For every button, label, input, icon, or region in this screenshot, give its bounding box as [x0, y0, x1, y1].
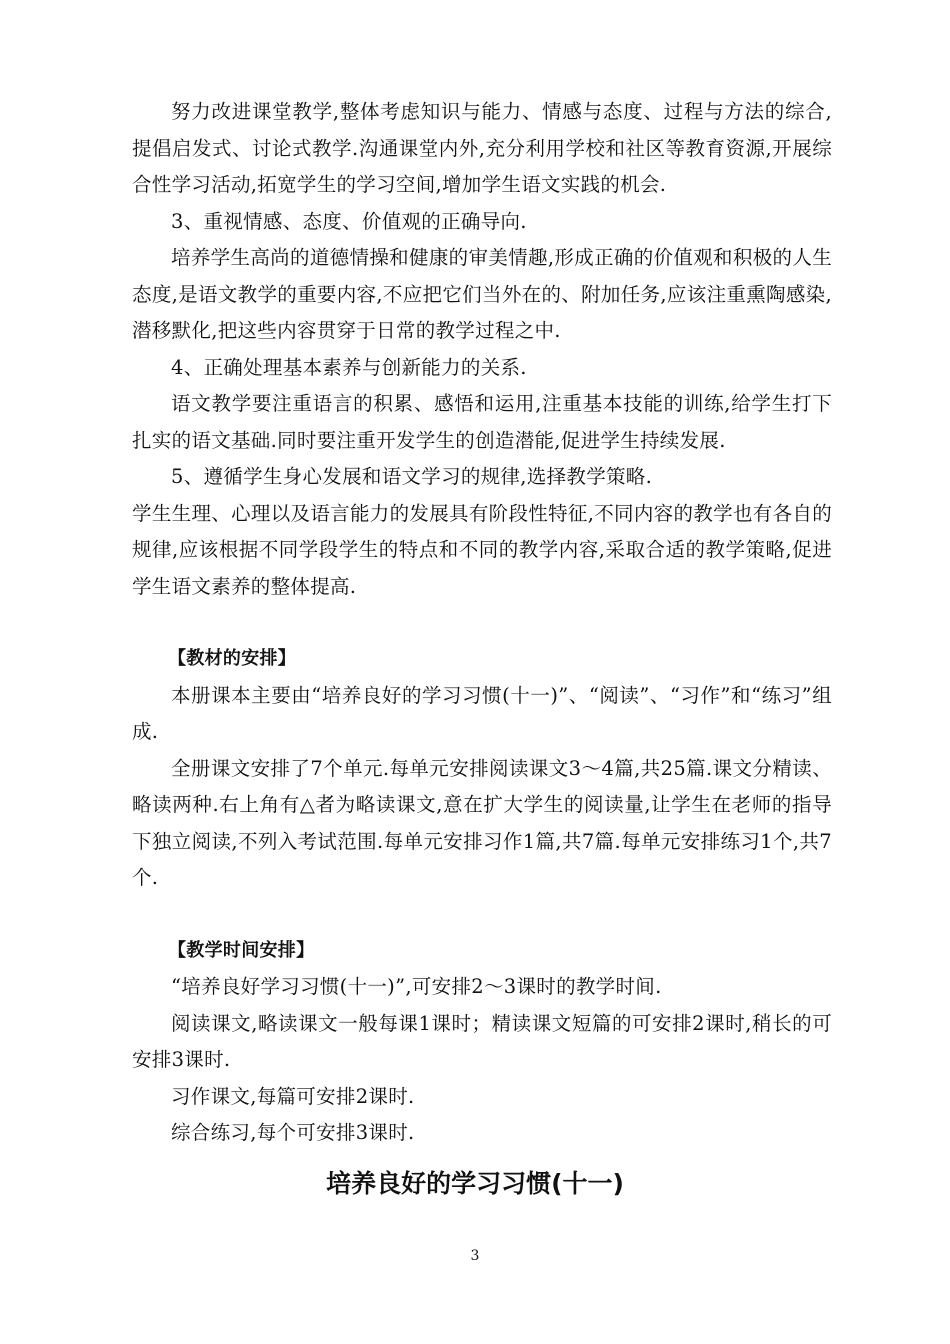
- numbered-point: 5、遵循学生身心发展和语文学习的规律,选择教学策略.: [171, 465, 653, 488]
- paragraph: 全册课文安排了7个单元.每单元安排阅读课文3～4篇,共25篇.课文分精读、略读两种.右上角有△者为略读课文,意在扩大学生的阅读量,让学生在老师的指导下独立阅读,不列入考试范围.每单元安排习作1篇,共7篇.每单元安排练习1个,共7个.: [132, 756, 832, 889]
- chapter-title: 培养良好的学习习惯(十一): [326, 1169, 624, 1198]
- numbered-point: 4、正确处理基本素养与创新能力的关系.: [171, 355, 527, 379]
- section-heading-materials: 【教材的安排】: [168, 648, 297, 669]
- paragraph: 努力改进课堂教学,整体考虑知识与能力、情感与态度、过程与方法的综合,提倡启发式、讨论式教学.沟通课堂内外,充分利用学校和社区等教育资源,开展综合性学习活动,拓宽学生的学习空间,增加学生语文实践的机会.: [132, 100, 832, 196]
- paragraph: 阅读课文,略读课文一般每课1课时；精读课文短篇的可安排2课时,稍长的可安排3课时.: [132, 1011, 832, 1071]
- paragraph: “培养良好学习习惯(十一)”,可安排2～3课时的教学时间.: [171, 975, 662, 998]
- paragraph: 语文教学要注重语言的积累、感悟和运用,注重基本技能的训练,给学生打下扎实的语文基础.同时要注重开发学生的创造潜能,促进学生持续发展.: [132, 392, 832, 452]
- numbered-point: 3、重视情感、态度、价值观的正确导向.: [171, 209, 527, 233]
- paragraph: 本册课本主要由“培养良好的学习习惯(十一)”、“阅读”、“习作”和“练习”组成.: [132, 683, 832, 743]
- paragraph: 习作课文,每篇可安排2课时.: [171, 1084, 415, 1108]
- page-number: 3: [470, 1248, 480, 1264]
- paragraph: 学生生理、心理以及语言能力的发展具有阶段性特征,不同内容的教学也有各自的规律,应该根据不同学段学生的特点和不同的教学内容,采取合适的教学策略,促进学生语文素养的整体提高.: [132, 501, 832, 598]
- paragraph: 培养学生高尚的道德情操和健康的审美情趣,形成正确的价值观和积极的人生态度,是语文教学的重要内容,不应把它们当外在的、附加任务,应该注重熏陶感染,潜移默化,把这些内容贯穿于日常的教学过程之中.: [132, 246, 832, 342]
- body-text: [132, 94, 832, 1152]
- section-heading-schedule: 【教学时间安排】: [168, 939, 315, 961]
- paragraph: 综合练习,每个可安排3课时.: [171, 1121, 415, 1144]
- spacer: [132, 897, 832, 933]
- spacer: [132, 605, 832, 641]
